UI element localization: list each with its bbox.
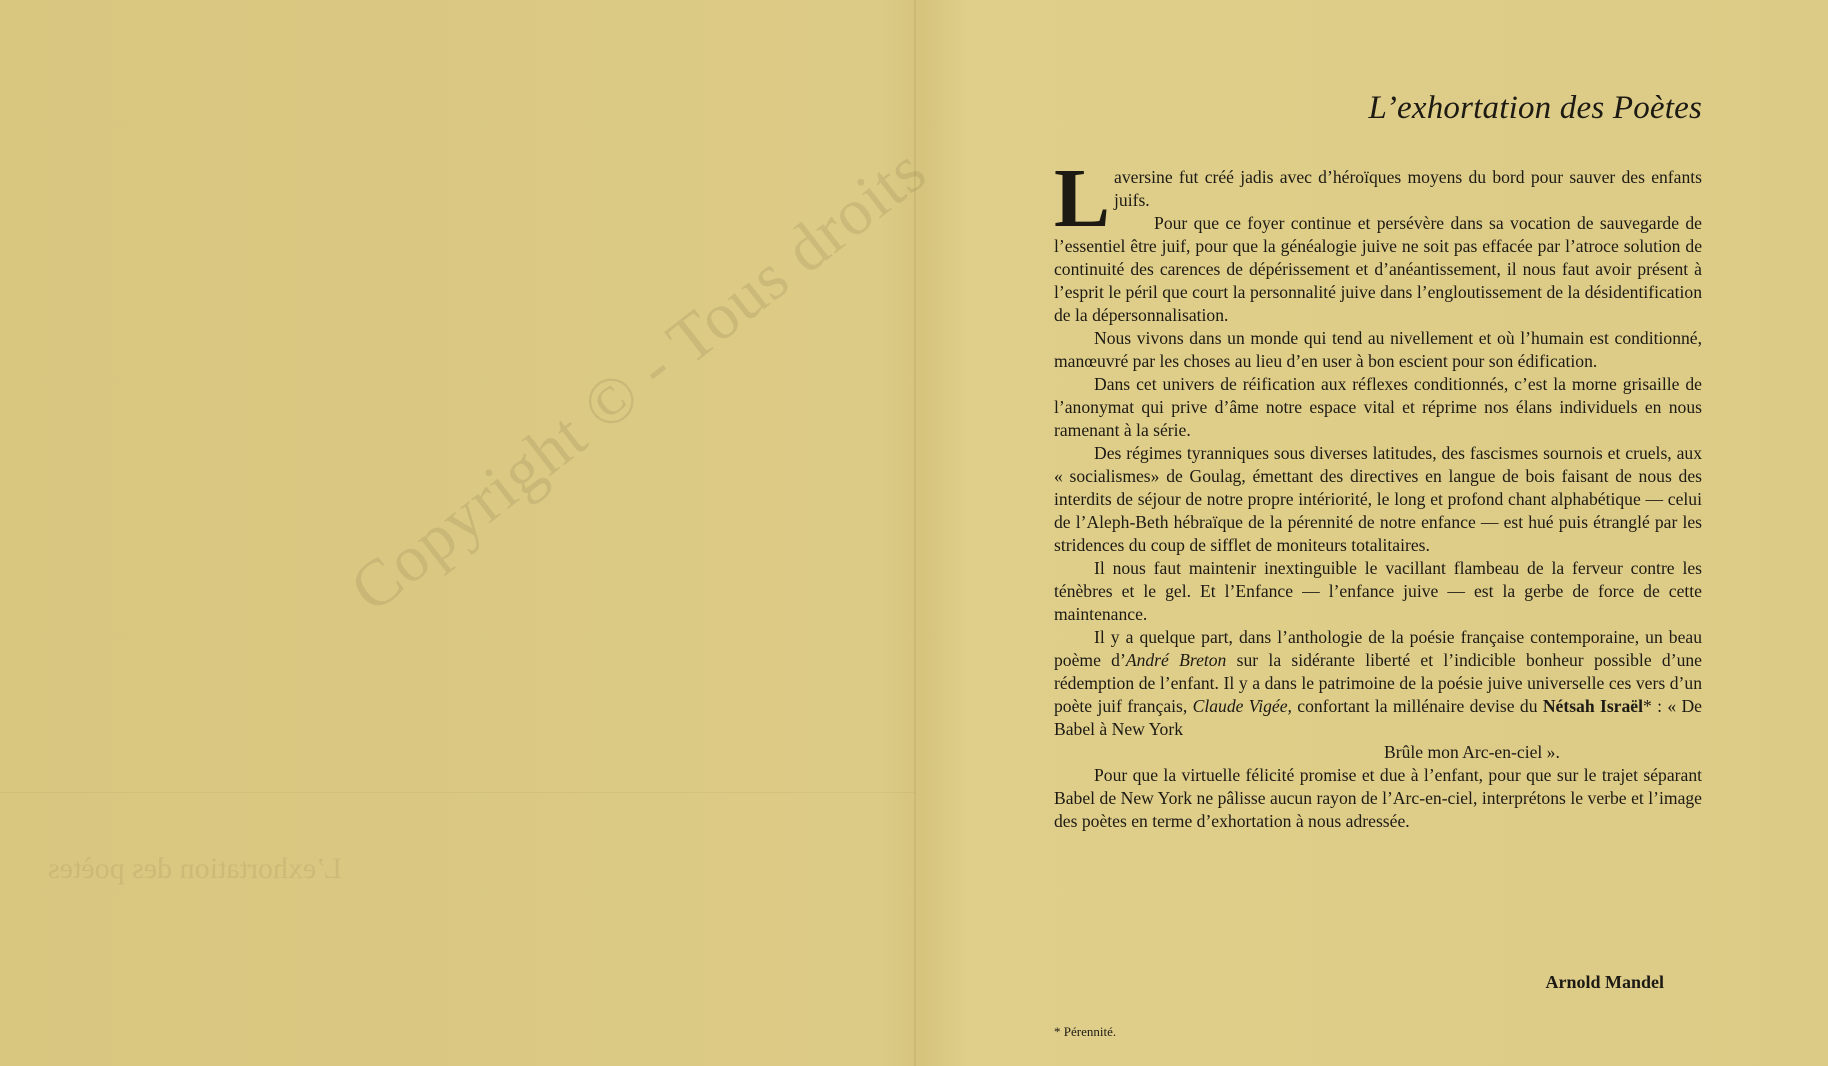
paragraph-7: Il y a quelque part, dans l’anthologie de la poésie française contemporaine, un beau poème d’André Breton sur la sidérante liberté et l’indicible bonheur possible d’une rédemption de l’enfant. Il y a dans le patrimoine de la poésie juive universelle ces vers d’un poète juif français, Claude Vigée, confortant la millénaire devise du Nétsah Israël* : « De Babel à New York Brûle mon Arc-en-ciel ». xyxy=(1054,627,1702,762)
page-title: L’exhortation des Poètes xyxy=(1368,90,1702,126)
paragraph-4: Dans cet univers de réification aux réflexes conditionnés, c’est la morne grisaille de l’anonymat qui prive d’âme notre espace vital et réprime nos élans individuels en nous ramenant à la série. xyxy=(1054,374,1702,440)
verse-line: Brûle mon Arc-en-ciel ». xyxy=(1384,742,1560,762)
author-reference-breton: André Breton xyxy=(1125,650,1227,670)
paragraph-8: Pour que la virtuelle félicité promise et due à l’enfant, pour que sur le trajet séparant Babel de New York ne pâlisse aucun rayon de l’Arc-en-ciel, interprétons le verbe et l’image des poètes en terme d’exhortation à nous adressée. xyxy=(1054,765,1702,831)
author-signature: Arnold Mandel xyxy=(1545,972,1664,992)
paragraph-1: Laversine fut créé jadis avec d’héroïques moyens du bord pour sauver des enfants juifs. xyxy=(1054,152,1702,245)
footnote: * Pérennité. xyxy=(1054,1024,1117,1039)
author-reference-vigee: Claude Vigée, xyxy=(1192,696,1292,716)
drop-cap: L xyxy=(1054,152,1111,245)
paragraph-5: Des régimes tyranniques sous diverses latitudes, des fascismes sournois et cruels, aux « socialismes» de Goulag, émettant des directives en langue de bois faisant de nous des interdits de séjour de notre propre intériorité, le long et profond chant alphabétique — celui de l’Aleph-Beth hébraïque de la pérennité de notre enfance — est hué puis étranglé par les stridences du coup de sifflet de moniteurs totalitaires. xyxy=(1054,443,1702,555)
bleed-through-line xyxy=(0,792,914,793)
paragraph-3: Nous vivons dans un monde qui tend au nivellement et où l’humain est conditionné, manœuvré par les choses au lieu d’en user à bon escient pour son édification. xyxy=(1054,328,1702,371)
copyright-watermark: Copyright © - Tous droits xyxy=(337,133,940,627)
paragraph-6: Il nous faut maintenir inextinguible le vacillant flambeau de la ferveur contre les ténèbres et le gel. Et l’Enfance — l’enfance juive — est la gerbe de force de cette maintenance. xyxy=(1054,558,1702,624)
paragraph-2: Pour que ce foyer continue et persévère dans sa vocation de sauvegarde de l’essentiel être juif, pour que la généalogie juive ne soit pas effacée par l’atroce solution de continuité des carences de dépérissement et d’anéantissement, il nous faut avoir présent à l’esprit le péril que court la personnalité juive dans l’engloutissement de la désidentification de la dépersonnalisation. xyxy=(1054,213,1702,325)
bleed-through-title: L’exhortation des poètes xyxy=(48,852,342,885)
netsah-israel: Nétsah Israël xyxy=(1542,696,1643,716)
article-body xyxy=(1054,152,1702,833)
